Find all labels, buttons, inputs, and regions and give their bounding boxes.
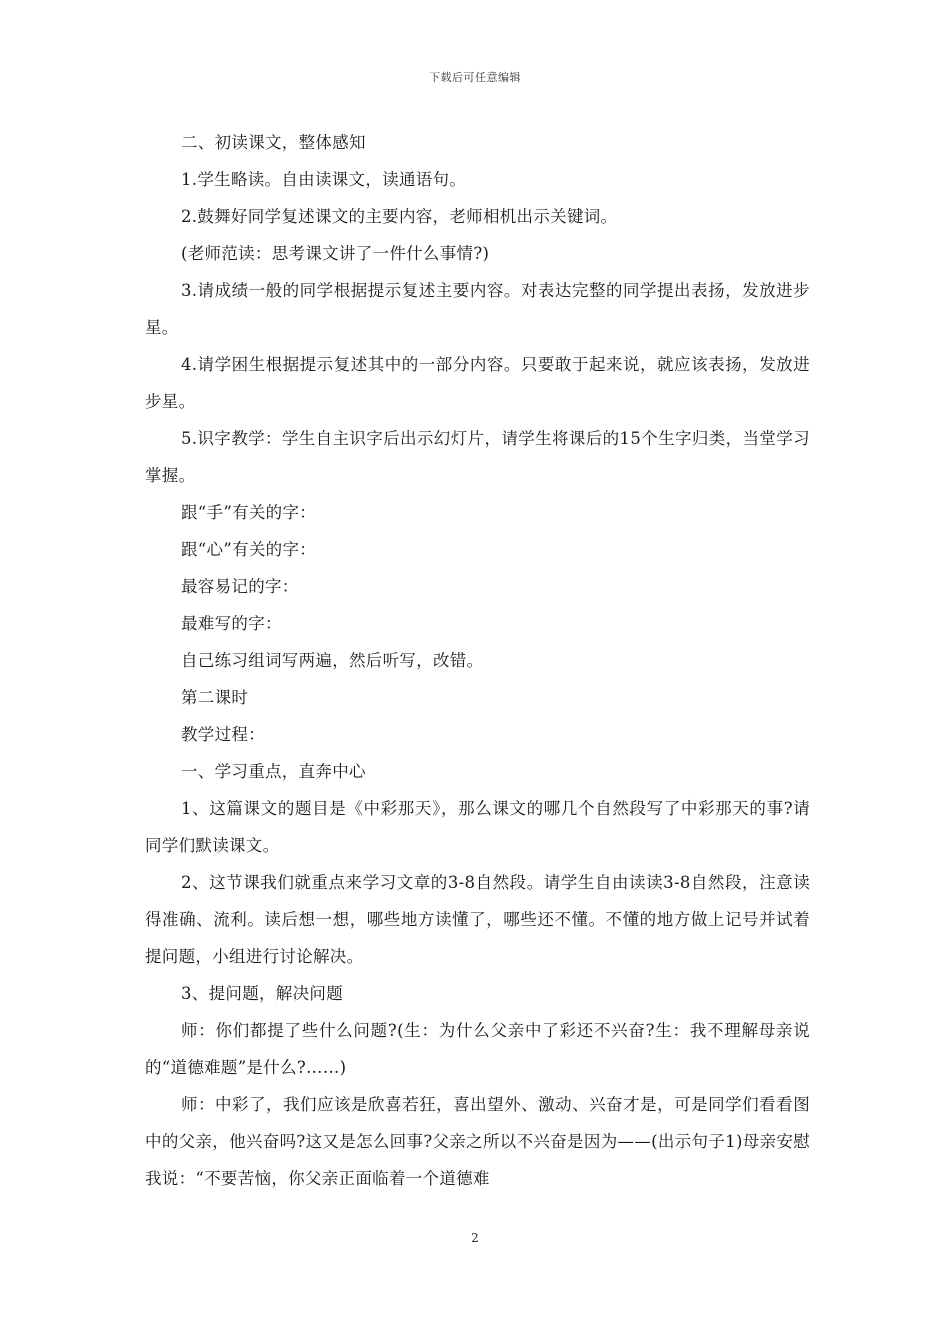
paragraph-heart-chars: 跟“心”有关的字： <box>181 540 317 559</box>
paragraph-step-5: 5.识字教学：学生自主识字后出示幻灯片，请学生将课后的15个生字归类，当堂学习掌握。 <box>145 429 810 485</box>
page-number: 2 <box>471 1231 479 1245</box>
document-body <box>145 124 810 1197</box>
section-heading-second-lesson: 第二课时 <box>181 688 249 707</box>
paragraph-teacher-question: 师：你们都提了些什么问题?(生：为什么父亲中了彩还不兴奋?生：我不理解母亲说的“道德难题”是什么?……) <box>145 1021 810 1077</box>
paragraph-easiest-chars: 最容易记的字： <box>181 577 299 596</box>
paragraph-step-4: 4.请学困生根据提示复述其中的一部分内容。只要敢于起来说，就应该表扬，发放进步星。 <box>145 355 810 411</box>
paragraph-item-2: 2、这节课我们就重点来学习文章的3-8自然段。请学生自由读读3-8自然段，注意读得准确、流利。读后想一想，哪些地方读懂了，哪些还不懂。不懂的地方做上记号并试着提问题，小组进行讨论解决。 <box>145 873 810 966</box>
paragraph-hardest-chars: 最难写的字： <box>181 614 282 633</box>
paragraph-teacher-explanation: 师：中彩了，我们应该是欣喜若狂，喜出望外、激动、兴奋才是，可是同学们看看图中的父亲，他兴奋吗?这又是怎么回事?父亲之所以不兴奋是因为——(出示句子1)母亲安慰我说：“不要苦恼，你父亲正面临着一个道德难 <box>145 1095 810 1188</box>
paragraph-hand-chars: 跟“手”有关的字： <box>181 503 317 522</box>
paragraph-step-2: 2.鼓舞好同学复述课文的主要内容，老师相机出示关键词。 <box>181 207 618 226</box>
paragraph-step-3: 3.请成绩一般的同学根据提示复述主要内容。对表达完整的同学提出表扬，发放进步星。 <box>145 281 810 337</box>
paragraph-step-1: 1.学生略读。自由读课文，读通语句。 <box>181 170 467 189</box>
section-heading-teaching-process: 教学过程： <box>181 725 265 744</box>
paragraph-teacher-reading: (老师范读：思考课文讲了一件什么事情?) <box>181 244 490 263</box>
paragraph-item-1: 1、这篇课文的题目是《中彩那天》，那么课文的哪几个自然段写了中彩那天的事?请同学们默读课文。 <box>145 799 810 855</box>
paragraph-item-3: 3、提问题，解决问题 <box>181 984 343 1003</box>
section-heading-first-reading: 二、初读课文，整体感知 <box>181 133 366 152</box>
paragraph-practice: 自己练习组词写两遍，然后听写，改错。 <box>181 651 484 670</box>
section-heading-key-points: 一、学习重点，直奔中心 <box>181 762 366 781</box>
header-note: 下载后可任意编辑 <box>429 71 521 84</box>
